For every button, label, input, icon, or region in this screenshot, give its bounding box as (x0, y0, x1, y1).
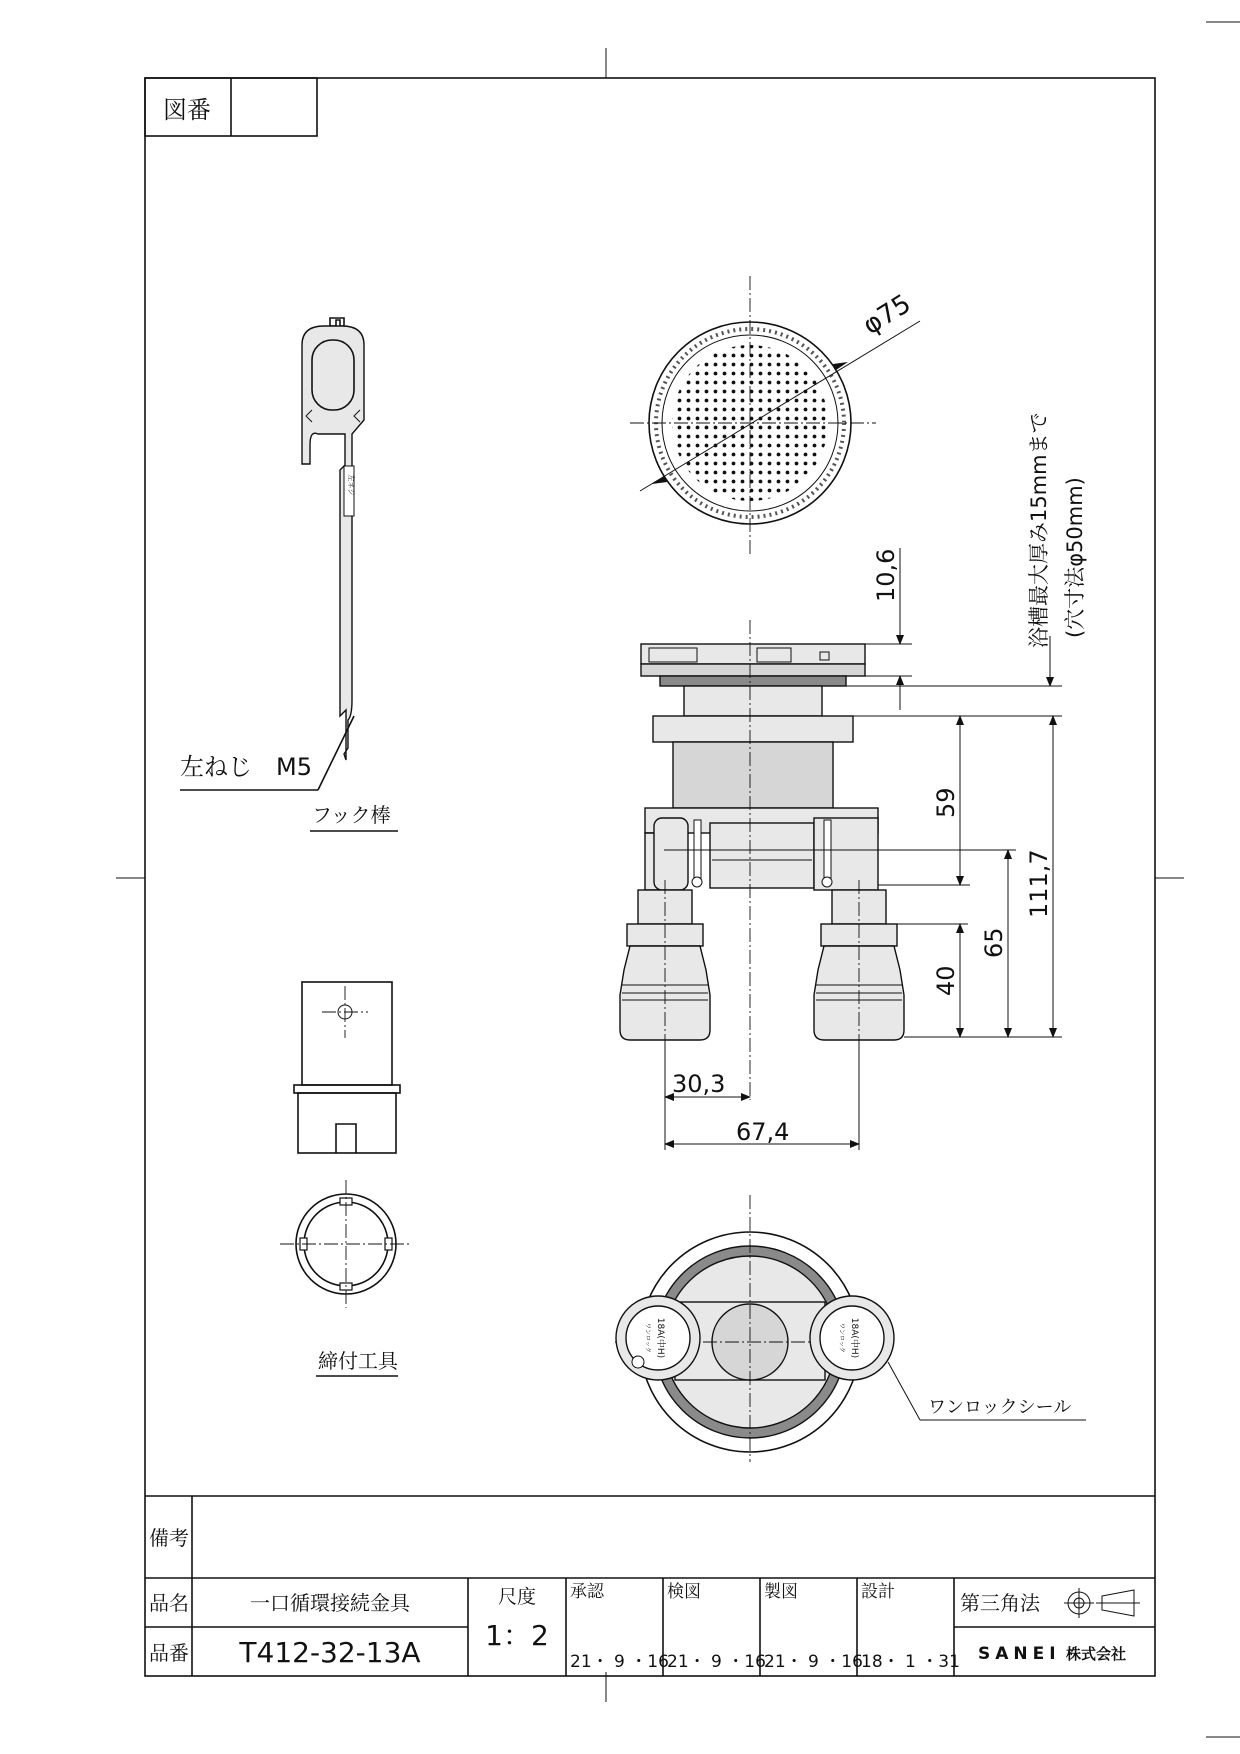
fitting-bottom-view (615, 1195, 1086, 1462)
fitting-side-view (620, 620, 904, 1100)
tool-title: 締付工具 (318, 1349, 398, 1373)
svg-text:18A(中H): 18A(中H) (655, 1317, 665, 1359)
hook-rod-title: フック棒 (312, 803, 391, 827)
dim-65: 65 (980, 927, 1008, 958)
hole-size-note: (穴寸法φ50mm) (1063, 477, 1087, 638)
third-angle-projection-icon (1064, 1588, 1140, 1618)
designed-label: 設計 (861, 1582, 895, 1602)
scale-label: 尺度 (498, 1586, 537, 1608)
hook-rod-view (180, 318, 398, 831)
checked-date: 21・ 9 ・16 (667, 1652, 766, 1672)
projection-label: 第三角法 (960, 1591, 1040, 1615)
svg-text:ワンロック: ワンロック (644, 1323, 651, 1353)
product-number-label: 品番 (149, 1641, 189, 1665)
product-name-label: 品名 (149, 1591, 189, 1615)
svg-text:左ネジ: 左ネジ (347, 474, 355, 496)
dim-40: 40 (932, 965, 960, 996)
checked-label: 検図 (667, 1582, 701, 1602)
designed-date: 18・ 1 ・31 (861, 1652, 960, 1672)
svg-text:ワンロック: ワンロック (838, 1323, 845, 1353)
scale-value: 1：2 (485, 1619, 549, 1652)
dim-111-7: 111,7 (1025, 849, 1053, 918)
svg-text:18A(中H): 18A(中H) (849, 1317, 859, 1359)
tub-thickness-note: 浴槽最大厚み15mmまで (1027, 412, 1051, 648)
notes-label: 備考 (149, 1526, 189, 1550)
product-number: T412-32-13A (239, 1636, 421, 1669)
dim-59: 59 (932, 787, 960, 818)
company-suffix: 株式会社 (1066, 1645, 1127, 1663)
tightening-tool-view (280, 982, 410, 1376)
hook-rod-thread-label: 左ねじ M5 (180, 753, 312, 781)
approved-date: 21・ 9 ・16 (570, 1652, 669, 1672)
drawn-label: 製図 (764, 1582, 798, 1602)
company-name: SANEI (978, 1644, 1061, 1664)
figure-number-box (145, 78, 317, 136)
seal-label: ワンロックシール (928, 1397, 1072, 1418)
dim-10-6: 10,6 (872, 548, 900, 602)
approved-label: 承認 (570, 1582, 604, 1602)
title-block (145, 1496, 1155, 1676)
drawn-date: 21・ 9 ・16 (764, 1652, 863, 1672)
dim-67-4: 67,4 (736, 1118, 790, 1146)
product-name: 一口循環接続金具 (250, 1591, 410, 1615)
dim-diameter: φ75 (857, 288, 917, 341)
figure-number-label: 図番 (163, 96, 211, 124)
strainer-top-view (630, 276, 920, 555)
dim-30-3: 30,3 (672, 1070, 726, 1098)
